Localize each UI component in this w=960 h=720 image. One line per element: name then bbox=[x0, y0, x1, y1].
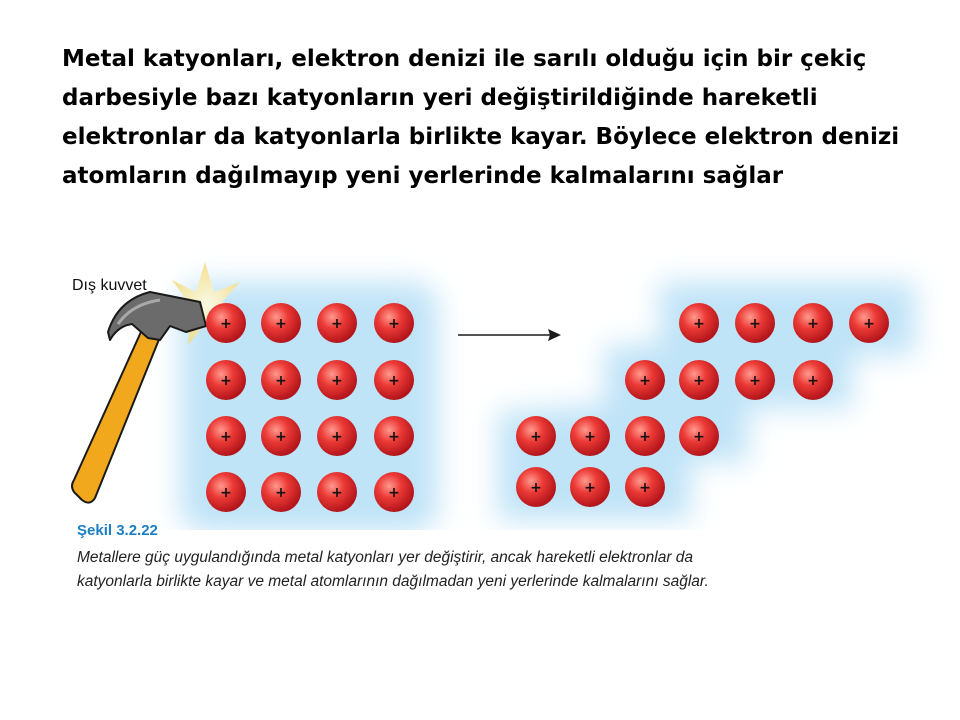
title-line: darbesiyle bazı katyonların yeri değiştirildiğinde hareketli bbox=[62, 85, 818, 111]
cation bbox=[206, 416, 246, 456]
title-line: Metal katyonları, elektron denizi ile sarılı olduğu için bir çekiç bbox=[62, 46, 867, 72]
cation bbox=[206, 303, 246, 343]
cation-charge: + bbox=[863, 316, 875, 332]
cation-charge: + bbox=[220, 373, 232, 389]
cation-charge: + bbox=[388, 429, 400, 445]
cation-charge: + bbox=[530, 480, 542, 496]
cation-charge: + bbox=[530, 429, 542, 445]
cation-charge: + bbox=[388, 485, 400, 501]
cation-charge: + bbox=[275, 429, 287, 445]
cation bbox=[735, 303, 775, 343]
cation bbox=[317, 303, 357, 343]
cation bbox=[261, 472, 301, 512]
cation bbox=[374, 303, 414, 343]
cation-charge: + bbox=[275, 485, 287, 501]
cation bbox=[679, 360, 719, 400]
cation bbox=[679, 303, 719, 343]
caption-line: Metallere güç uygulandığında metal katyonları yer değiştirir, ancak hareketli elektronlar da bbox=[77, 549, 694, 566]
cation-charge: + bbox=[693, 316, 705, 332]
cation bbox=[735, 360, 775, 400]
cation bbox=[317, 360, 357, 400]
cation-charge: + bbox=[693, 373, 705, 389]
cation-charge: + bbox=[639, 373, 651, 389]
cation bbox=[261, 303, 301, 343]
slide-title bbox=[62, 40, 922, 196]
figure-caption-body bbox=[77, 546, 897, 594]
cation bbox=[206, 360, 246, 400]
cation bbox=[570, 467, 610, 507]
cation-charge: + bbox=[220, 485, 232, 501]
cation-charge: + bbox=[749, 316, 761, 332]
title-line: elektronlar da katyonlarla birlikte kayar. Böylece elektron denizi bbox=[62, 124, 900, 150]
cation bbox=[317, 416, 357, 456]
cation-charge: + bbox=[331, 373, 343, 389]
cation-charge: + bbox=[693, 429, 705, 445]
cation bbox=[679, 416, 719, 456]
cation bbox=[793, 303, 833, 343]
figure-caption-title: Şekil 3.2.22 bbox=[77, 522, 158, 539]
cation-charge: + bbox=[807, 316, 819, 332]
cation-charge: + bbox=[275, 373, 287, 389]
cation-charge: + bbox=[749, 373, 761, 389]
cation bbox=[374, 472, 414, 512]
cation bbox=[261, 360, 301, 400]
cation-charge: + bbox=[584, 480, 596, 496]
cation bbox=[625, 360, 665, 400]
cation-charge: + bbox=[807, 373, 819, 389]
cation-charge: + bbox=[331, 316, 343, 332]
metal-deformation-figure bbox=[0, 250, 960, 530]
cation-charge: + bbox=[584, 429, 596, 445]
cation-charge: + bbox=[388, 316, 400, 332]
force-label: Dış kuvvet bbox=[72, 277, 147, 294]
cation-charge: + bbox=[331, 429, 343, 445]
cation-charge: + bbox=[639, 480, 651, 496]
cation bbox=[317, 472, 357, 512]
cation bbox=[206, 472, 246, 512]
cation bbox=[625, 416, 665, 456]
caption-line: katyonlarla birlikte kayar ve metal atomlarının dağılmadan yeni yerlerinde kalmalarını sağlar. bbox=[77, 573, 709, 590]
cation bbox=[625, 467, 665, 507]
cation-charge: + bbox=[220, 316, 232, 332]
cation bbox=[849, 303, 889, 343]
cation bbox=[516, 416, 556, 456]
cation-charge: + bbox=[388, 373, 400, 389]
cation bbox=[516, 467, 556, 507]
cation bbox=[374, 416, 414, 456]
cation-charge: + bbox=[331, 485, 343, 501]
transition-arrow-icon bbox=[458, 329, 561, 341]
cation-charge: + bbox=[275, 316, 287, 332]
cation-charge: + bbox=[639, 429, 651, 445]
cation bbox=[793, 360, 833, 400]
cation-charge: + bbox=[220, 429, 232, 445]
cation bbox=[261, 416, 301, 456]
cation bbox=[374, 360, 414, 400]
title-line: atomların dağılmayıp yeni yerlerinde kalmalarını sağlar bbox=[62, 163, 784, 189]
cation bbox=[570, 416, 610, 456]
